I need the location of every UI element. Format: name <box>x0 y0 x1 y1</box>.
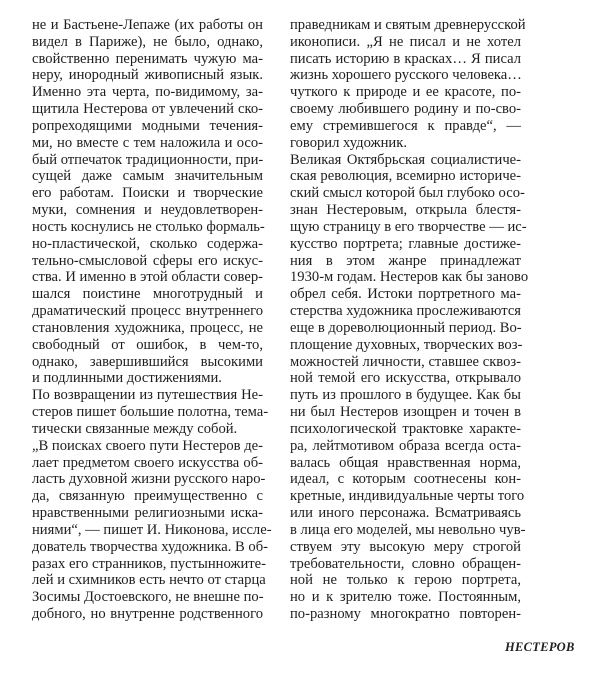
text-line: видел в Париже), не было, однако, <box>32 33 263 50</box>
text-line: ния в этом жанре принадлежат <box>290 252 521 269</box>
text-line: праведникам и святым древнерусской <box>290 17 526 33</box>
text-line: ной темой его искусства, открывало <box>290 370 521 387</box>
text-line: становления художника, процесс, не <box>32 319 263 336</box>
text-line: требовательности, словно обращен- <box>290 555 521 572</box>
text-line: ни был Нестеров изощрен и точен в <box>290 404 521 421</box>
text-line: но и к зрителю тоже. Постоянным, <box>290 589 521 606</box>
text-line: свойственно перенимать чужую ма- <box>32 50 263 67</box>
text-line: не и Бастьене-Лепаже (их работы он <box>32 17 263 33</box>
text-line: Великая Октябрьская социалистиче- <box>290 151 521 168</box>
text-line: психологической трактовке характе- <box>290 420 521 437</box>
text-line: ми, но вместе с тем наложила и осо- <box>32 134 263 151</box>
paragraph <box>290 151 529 623</box>
text-line: или иного персонажа. Всматриваясь <box>290 505 521 522</box>
text-line: сущей даже самым значительным <box>32 168 263 185</box>
text-line: жизнь хорошего русского человека… <box>290 67 522 84</box>
text-line: еще в дореволюционный период. Во- <box>290 319 522 336</box>
text-line: ниями“, — пишет И. Никонова, иссле- <box>32 521 272 538</box>
text-line: путь из прошлого в будущее. Как бы <box>290 387 521 404</box>
text-line: неру, инородный живописный язык. <box>32 67 263 84</box>
text-line: ства. И именно в этой области совер- <box>32 269 263 286</box>
text-line: Именно эта черта, по-видимому, за- <box>32 84 263 101</box>
text-line: ра, лейтмотивом образа всегда оста- <box>290 437 521 454</box>
text-line: по-разному многократно повторен- <box>290 605 521 622</box>
text-line: дователь творчества художника. В об- <box>32 538 269 555</box>
text-line: чуткого к природе и ее красоте, по- <box>290 84 521 101</box>
text-line: однако, завершившийся высокими <box>32 353 263 370</box>
text-line: стеров пишет большие полотна, тема- <box>32 404 269 421</box>
text-line: добного, но внутренне родственного <box>32 605 263 622</box>
text-line: своему любившего родину и по-сво- <box>290 101 521 118</box>
text-line: ская революция, всемирно историче- <box>290 168 521 185</box>
text-line: ский смысл которой был глубоко осо- <box>290 185 525 202</box>
text-line: лает предметом своего искусства об- <box>32 454 263 471</box>
text-line: площение духовных, творческих воз- <box>290 336 523 353</box>
paragraph <box>32 387 269 437</box>
text-line: его работам. Поиски и творческие <box>32 185 263 202</box>
text-line: валась общая нравственная норма, <box>290 454 521 471</box>
text-line: ропреходящими модными течения- <box>32 117 263 134</box>
text-column-right <box>290 17 529 623</box>
text-line: ствуем эту высокую меру строгой <box>290 538 521 555</box>
text-line: кусство портрета; главные достиже- <box>290 235 521 252</box>
text-line: разах его странников, пустынножите- <box>32 555 267 572</box>
paragraph <box>32 437 272 623</box>
text-line: лей и схимников есть нечто от старца <box>32 572 266 589</box>
text-line: идеал, с которым соотнесены кон- <box>290 471 521 488</box>
text-line: тельно-смысловой сферы его искус- <box>32 252 263 269</box>
text-line: обрел себя. Истоки портретного ма- <box>290 286 521 303</box>
text-line: щитила Нестерова от увлечений ско- <box>32 101 263 118</box>
text-line: в лица его моделей, мы невольно чув- <box>290 521 526 538</box>
text-line: кретные, индивидуальные черты того <box>290 488 525 505</box>
text-line: и подлинными достижениями. <box>32 370 222 387</box>
text-line: да, связанную преимущественно с <box>32 488 263 505</box>
text-line: ему стремившегося к правде“, — <box>290 117 521 134</box>
text-line: бый отпечаток традиционности, при- <box>32 151 264 168</box>
text-line: знан Нестеровым, открыла блестя- <box>290 202 521 219</box>
text-line: драматический процесс внутреннего <box>32 303 263 320</box>
text-line: муки, сомнения и неудовлетворен- <box>32 202 263 219</box>
paragraph <box>32 17 263 387</box>
text-line: шался поистине многотрудный и <box>32 286 263 303</box>
text-line: стерства художника прослеживаются <box>290 303 522 320</box>
text-line: говорил художник. <box>290 134 407 151</box>
text-line: „В поисках своего пути Нестеров де- <box>32 437 263 454</box>
text-line: щую страницу в его творчестве — ис- <box>290 218 527 235</box>
text-line: тически связанные между собой. <box>32 420 238 437</box>
text-line: ность коснулись не столько формаль- <box>32 218 265 235</box>
text-line: ной не только к герою портрета, <box>290 572 521 589</box>
text-column-left <box>32 17 272 623</box>
text-line: нравственными религиозными иска- <box>32 505 263 522</box>
text-line: По возвращении из путешествия Не- <box>32 387 263 404</box>
text-line: свободный от ошибок, в чем-то, <box>32 336 263 353</box>
text-line: писать историю в красках… Я писал <box>290 50 521 67</box>
text-line: но-пластической, сколько содержа- <box>32 235 263 252</box>
text-line: иконописи. „Я не писал и не хотел <box>290 33 521 50</box>
text-line: можностей личности, ставшее сквоз- <box>290 353 521 370</box>
text-line: ласть духовной жизни русского наро- <box>32 471 266 488</box>
paragraph <box>290 17 526 152</box>
running-footer-title: НЕСТЕРОВ <box>505 640 575 654</box>
text-line: 1930-м годам. Нестеров как бы заново <box>290 269 529 286</box>
text-line: Зосимы Достоевского, не внешне по- <box>32 589 264 606</box>
